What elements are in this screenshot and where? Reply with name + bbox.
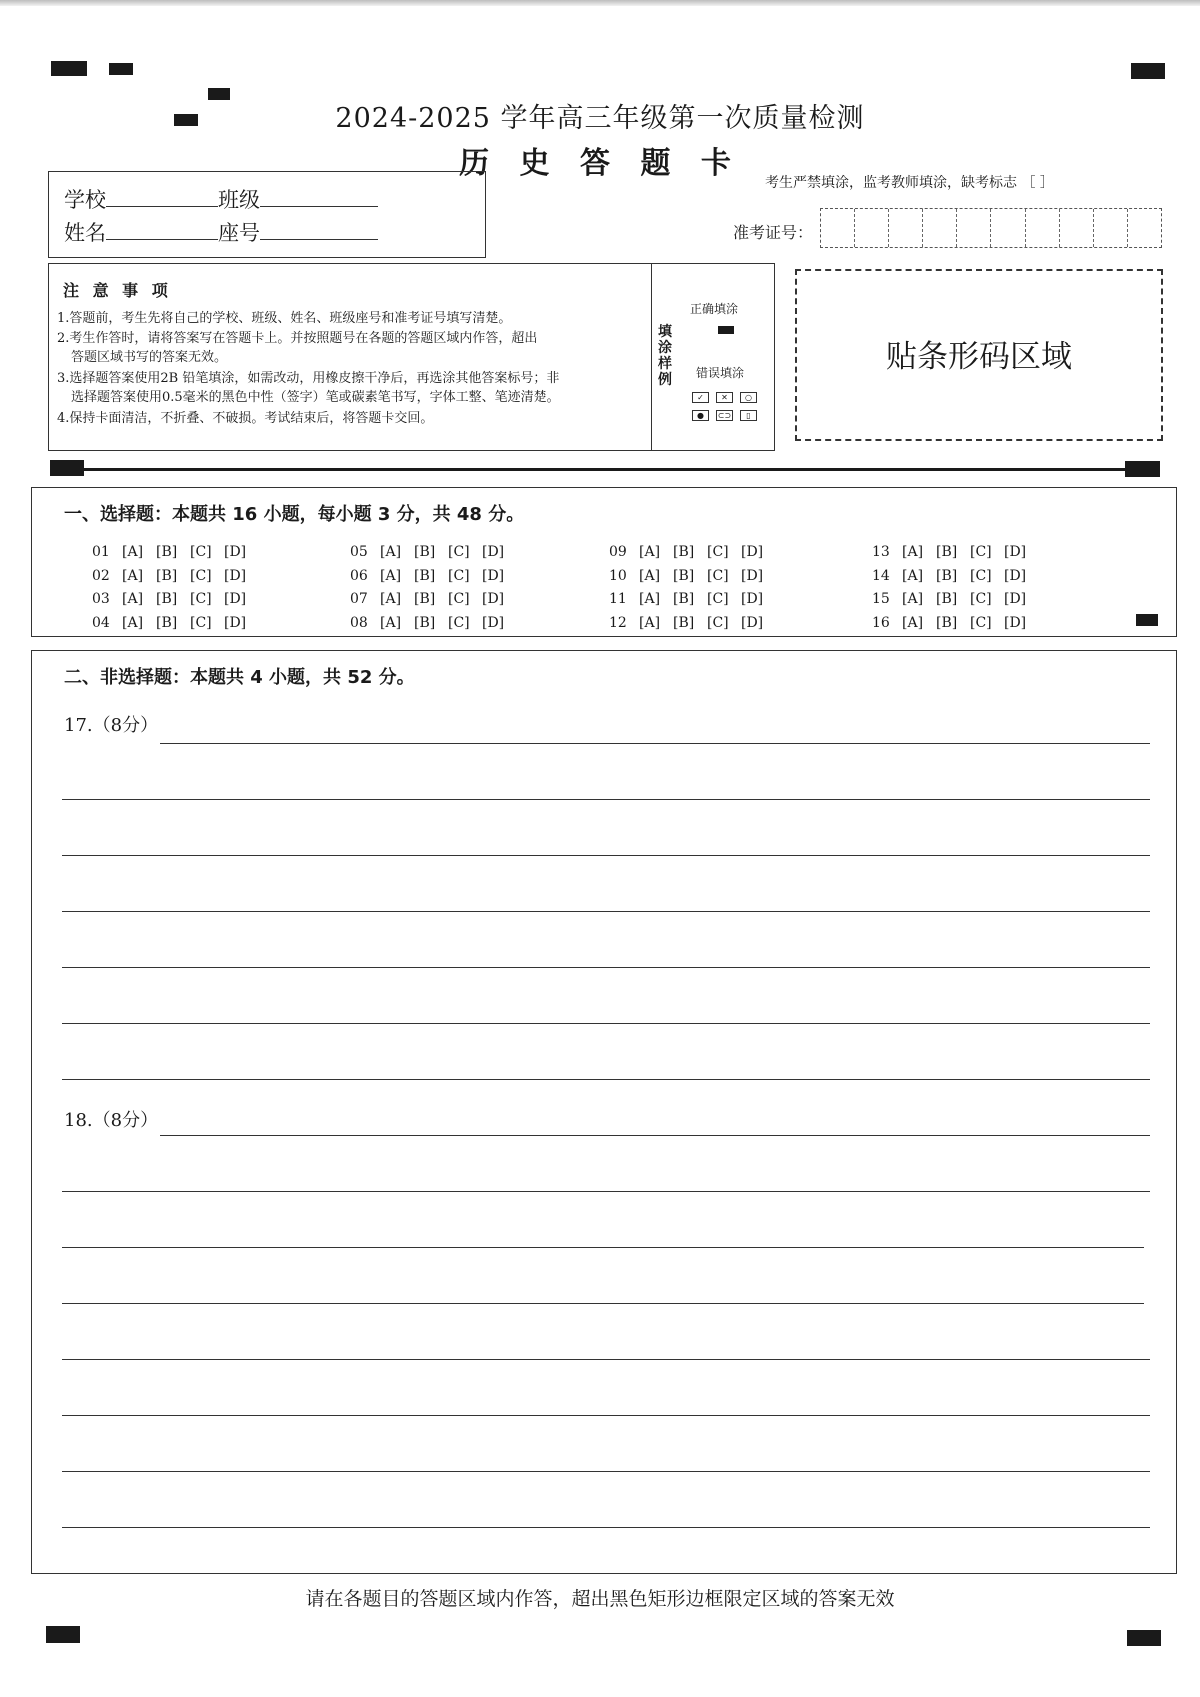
mc-question-row	[350, 615, 516, 631]
digit-box[interactable]	[991, 209, 1025, 247]
answer-bubble[interactable]: [D]	[741, 615, 764, 631]
mc-question-row	[92, 591, 258, 607]
answer-line[interactable]	[160, 1135, 1150, 1136]
school-label: 学校	[64, 188, 106, 212]
answer-bubble[interactable]: [D]	[741, 591, 764, 607]
answer-line[interactable]	[62, 1415, 1150, 1416]
digit-box[interactable]	[855, 209, 889, 247]
answer-bubble[interactable]: [B]	[673, 615, 695, 631]
digit-box[interactable]	[1128, 209, 1161, 247]
answer-bubble[interactable]: [A]	[902, 568, 924, 584]
answer-bubble[interactable]: [D]	[741, 544, 764, 560]
note-item: 4.保持卡面清洁，不折叠、不破损。考试结束后，将答题卡交回。	[57, 411, 434, 426]
page-title: 2024-2025 学年高三年级第一次质量检测	[335, 103, 865, 134]
barcode-label: 贴条形码区域	[886, 339, 1072, 375]
mc-question-row	[872, 568, 1038, 584]
digit-box[interactable]	[1060, 209, 1094, 247]
question-number: 11	[609, 591, 627, 607]
mc-question-row	[350, 568, 516, 584]
question-number: 05	[350, 544, 368, 560]
answer-bubble[interactable]: [B]	[673, 568, 695, 584]
question-number: 06	[350, 568, 368, 584]
answer-line[interactable]	[62, 1303, 1144, 1304]
answer-bubble[interactable]: [C]	[970, 568, 992, 584]
digit-box[interactable]	[923, 209, 957, 247]
answer-bubble[interactable]: [D]	[224, 568, 247, 584]
cross-mark-icon: ✕	[716, 392, 733, 403]
mc-question-row	[92, 615, 258, 631]
note-item: 3.选择题答案使用2B 铅笔填涂，如需改动，用橡皮擦干净后，再选涂其他答案标号；非	[57, 371, 560, 386]
answer-bubble[interactable]: [D]	[224, 615, 247, 631]
dot-mark-icon: ●	[692, 410, 709, 421]
answer-bubble[interactable]: [C]	[190, 568, 212, 584]
correct-fill-mark	[718, 326, 734, 334]
question-number: 01	[92, 544, 110, 560]
seat-label: 座号	[218, 221, 260, 245]
mc-question-row	[350, 591, 516, 607]
digit-box[interactable]	[1026, 209, 1060, 247]
partial-mark-icon: ▯	[740, 410, 757, 421]
answer-bubble[interactable]: [A]	[639, 568, 661, 584]
answer-bubble[interactable]: [A]	[380, 544, 402, 560]
mc-question-row	[609, 615, 775, 631]
page-subtitle: 历 史 答 题 卡	[459, 146, 741, 181]
answer-line[interactable]	[62, 1023, 1150, 1024]
alignment-mark	[1127, 1630, 1161, 1646]
question-number: 02	[92, 568, 110, 584]
fill-sample-label: 填涂样例	[658, 324, 672, 388]
note-item: 选择题答案使用0.5毫米的黑色中性（签字）笔或碳素笔书写，字体工整、笔迹清楚。	[71, 390, 560, 405]
answer-bubble[interactable]: [A]	[639, 615, 661, 631]
answer-bubble[interactable]: [C]	[707, 591, 729, 607]
answer-bubble[interactable]: [B]	[156, 615, 178, 631]
question-number: 13	[872, 544, 890, 560]
scan-edge	[0, 0, 1200, 6]
school-field[interactable]	[106, 188, 218, 207]
alignment-mark	[109, 63, 133, 75]
answer-line[interactable]	[62, 855, 1150, 856]
answer-bubble[interactable]: [A]	[122, 591, 144, 607]
answer-line[interactable]	[62, 911, 1150, 912]
section1-title: 一、选择题：本题共 16 小题，每小题 3 分，共 48 分。	[64, 504, 525, 525]
mc-question-row	[92, 568, 258, 584]
question-number: 12	[609, 615, 627, 631]
answer-bubble[interactable]: [B]	[673, 591, 695, 607]
mc-question-row	[92, 544, 258, 560]
answer-bubble[interactable]: [A]	[380, 591, 402, 607]
mc-question-row	[609, 544, 775, 560]
answer-bubble[interactable]: [C]	[448, 544, 470, 560]
circle-mark-icon: ○	[740, 392, 757, 403]
mc-question-row	[609, 568, 775, 584]
answer-bubble[interactable]: [D]	[482, 615, 505, 631]
check-mark-icon: ✓	[692, 392, 709, 403]
answer-bubble[interactable]: [B]	[414, 615, 436, 631]
answer-bubble[interactable]: [D]	[1004, 591, 1027, 607]
answer-bubble[interactable]: [C]	[190, 615, 212, 631]
digit-box[interactable]	[889, 209, 923, 247]
answer-bubble[interactable]: [C]	[448, 591, 470, 607]
note-item: 答题区域书写的答案无效。	[71, 350, 228, 365]
answer-line[interactable]	[62, 1247, 1144, 1248]
question-number: 03	[92, 591, 110, 607]
answer-bubble[interactable]: [B]	[936, 591, 958, 607]
mc-question-row	[872, 591, 1038, 607]
answer-bubble[interactable]: [C]	[970, 544, 992, 560]
section2-title: 二、非选择题：本题共 4 小题，共 52 分。	[64, 667, 415, 688]
answer-bubble[interactable]: [B]	[936, 615, 958, 631]
wrong-fill-label: 错误填涂	[696, 366, 745, 380]
question-number: 09	[609, 544, 627, 560]
answer-line[interactable]	[62, 967, 1150, 968]
multiple-choice-section	[31, 487, 1177, 637]
answer-bubble[interactable]: [B]	[156, 568, 178, 584]
answer-bubble[interactable]: [D]	[482, 544, 505, 560]
class-field[interactable]	[260, 188, 378, 207]
answer-bubble[interactable]: [C]	[970, 615, 992, 631]
answer-line[interactable]	[62, 1359, 1150, 1360]
note-item: 1.答题前，考生先将自己的学校、班级、姓名、班级座号和准考证号填写清楚。	[57, 311, 512, 326]
notes-title: 注 意 事 项	[63, 281, 172, 300]
answer-line[interactable]	[62, 1079, 1150, 1080]
answer-bubble[interactable]: [D]	[224, 544, 247, 560]
answer-bubble[interactable]: [C]	[190, 591, 212, 607]
answer-bubble[interactable]: [C]	[707, 568, 729, 584]
name-field[interactable]	[106, 221, 218, 240]
answer-bubble[interactable]: [D]	[482, 591, 505, 607]
question-number: 10	[609, 568, 627, 584]
answer-bubble[interactable]: [D]	[1004, 568, 1027, 584]
answer-bubble[interactable]: [B]	[414, 591, 436, 607]
answer-bubble[interactable]: [C]	[707, 615, 729, 631]
answer-bubble[interactable]: [C]	[190, 544, 212, 560]
question-number: 15	[872, 591, 890, 607]
mc-question-row	[350, 544, 516, 560]
free-response-section	[31, 650, 1177, 1574]
student-info-box	[48, 171, 486, 258]
answer-bubble[interactable]: [A]	[122, 568, 144, 584]
seat-field[interactable]	[260, 221, 378, 240]
question-number: 08	[350, 615, 368, 631]
alignment-mark	[1131, 63, 1165, 79]
fill-sample-box	[650, 263, 775, 451]
answer-bubble[interactable]: [B]	[414, 544, 436, 560]
answer-line[interactable]	[62, 1471, 1150, 1472]
correct-fill-label: 正确填涂	[690, 302, 739, 316]
answer-bubble[interactable]: [B]	[936, 544, 958, 560]
question-number: 04	[92, 615, 110, 631]
answer-bubble[interactable]: [C]	[448, 615, 470, 631]
answer-bubble[interactable]: [A]	[380, 568, 402, 584]
answer-bubble[interactable]: [A]	[639, 591, 661, 607]
answer-bubble[interactable]: [D]	[482, 568, 505, 584]
digit-box[interactable]	[1094, 209, 1128, 247]
footer-notice: 请在各题目的答题区域内作答，超出黑色矩形边框限定区域的答案无效	[305, 1588, 895, 1610]
exam-number-label: 准考证号：	[733, 223, 814, 242]
oval-mark-icon: ⊂⊃	[717, 411, 732, 420]
separator-line	[52, 468, 1158, 471]
answer-bubble[interactable]: [A]	[639, 544, 661, 560]
answer-bubble[interactable]: [C]	[448, 568, 470, 584]
class-label: 班级	[218, 188, 260, 212]
barcode-area	[795, 269, 1163, 441]
question-number: 16	[872, 615, 890, 631]
answer-bubble[interactable]: [B]	[673, 544, 695, 560]
answer-line[interactable]	[62, 1527, 1150, 1528]
answer-bubble[interactable]: [B]	[156, 591, 178, 607]
question-number: 07	[350, 591, 368, 607]
answer-bubble[interactable]: [D]	[741, 568, 764, 584]
mc-question-row	[872, 544, 1038, 560]
answer-bubble[interactable]: [A]	[902, 615, 924, 631]
answer-bubble[interactable]: [A]	[902, 544, 924, 560]
question-number: 14	[872, 568, 890, 584]
absent-notice: 考生严禁填涂，监考教师填涂，缺考标志 ［ ］	[765, 175, 1054, 191]
answer-line[interactable]	[62, 799, 1150, 800]
exam-number-boxes[interactable]	[820, 208, 1162, 248]
notes-box	[48, 263, 652, 451]
answer-bubble[interactable]: [C]	[970, 591, 992, 607]
answer-bubble[interactable]: [B]	[936, 568, 958, 584]
question-18-label: 18.（8分）	[64, 1110, 159, 1131]
note-item: 2.考生作答时，请将答案写在答题卡上。并按照题号在各题的答题区域内作答，超出	[57, 331, 538, 346]
answer-line[interactable]	[62, 1191, 1150, 1192]
answer-line[interactable]	[160, 743, 1150, 744]
answer-bubble[interactable]: [B]	[156, 544, 178, 560]
answer-bubble[interactable]: [D]	[1004, 615, 1027, 631]
answer-bubble[interactable]: [B]	[414, 568, 436, 584]
alignment-mark	[51, 61, 87, 76]
question-17-label: 17.（8分）	[64, 715, 159, 736]
answer-bubble[interactable]: [C]	[707, 544, 729, 560]
answer-bubble[interactable]: [D]	[1004, 544, 1027, 560]
name-label: 姓名	[64, 221, 106, 245]
alignment-mark	[46, 1626, 80, 1643]
digit-box[interactable]	[957, 209, 991, 247]
answer-bubble[interactable]: [A]	[380, 615, 402, 631]
answer-bubble[interactable]: [A]	[122, 544, 144, 560]
answer-bubble[interactable]: [D]	[224, 591, 247, 607]
answer-bubble[interactable]: [A]	[122, 615, 144, 631]
mc-question-row	[609, 591, 775, 607]
digit-box[interactable]	[821, 209, 855, 247]
answer-bubble[interactable]: [A]	[902, 591, 924, 607]
mc-question-row	[872, 615, 1038, 631]
